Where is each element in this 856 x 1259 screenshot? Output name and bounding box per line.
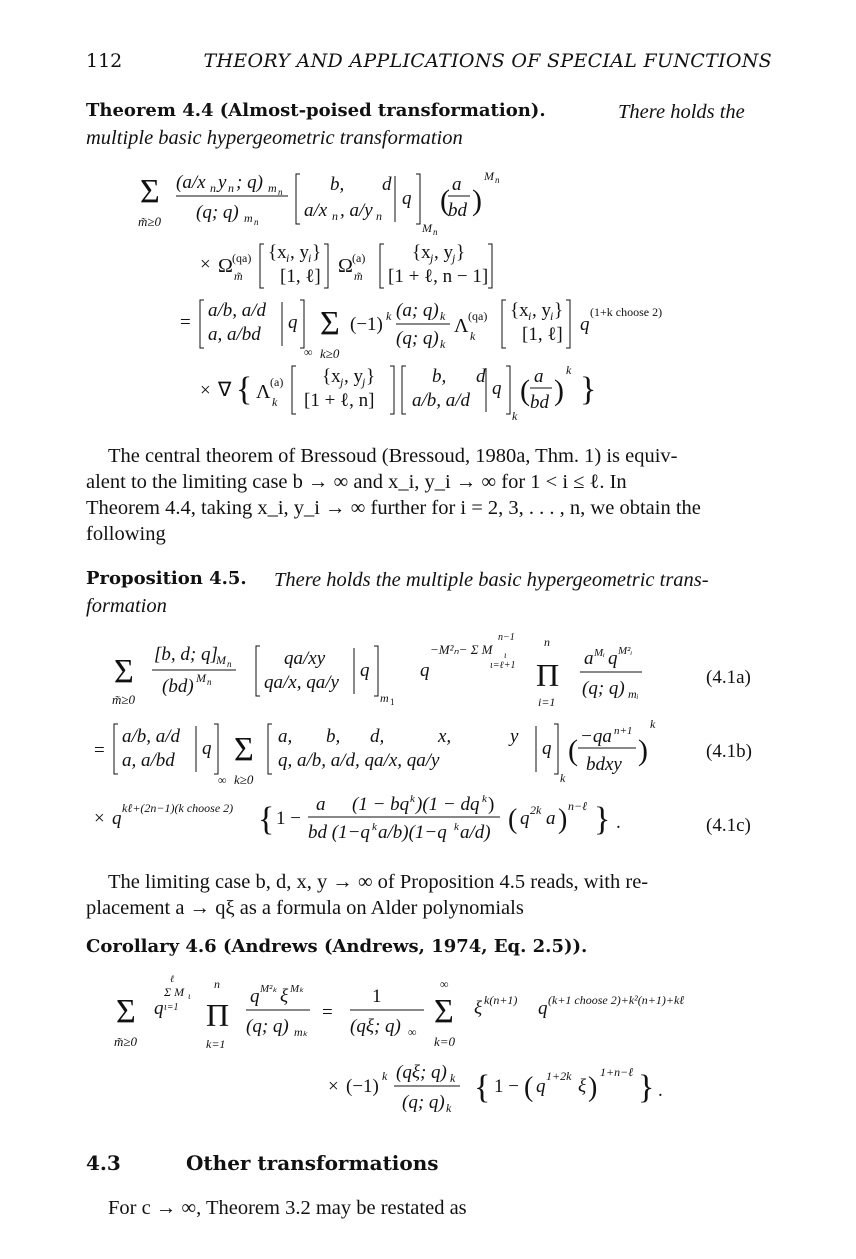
svg-text:}: }	[554, 300, 564, 321]
svg-text:M²ₖ: M²ₖ	[260, 983, 278, 995]
svg-text:[1, ℓ]: [1, ℓ]	[522, 324, 563, 345]
svg-text:): )	[488, 794, 495, 815]
svg-text:m̃: m̃	[354, 269, 363, 283]
svg-text:k: k	[440, 337, 446, 351]
svg-text:(q; q): (q; q)	[582, 678, 625, 699]
svg-text:n: n	[227, 659, 232, 669]
svg-text:ι=1: ι=1	[164, 1002, 179, 1013]
svg-text:mᵢ: mᵢ	[628, 687, 639, 701]
page-number: 112	[86, 50, 123, 72]
svg-text:(a/x: (a/x	[176, 172, 206, 193]
svg-text:.: .	[658, 1080, 663, 1101]
svg-text:(qa): (qa)	[468, 309, 488, 323]
svg-text:n: n	[254, 217, 259, 227]
theorem-statement-1: There holds the	[618, 101, 745, 123]
svg-text:}: }	[580, 371, 597, 408]
svg-text:−M²ₙ− Σ M: −M²ₙ− Σ M	[430, 642, 493, 657]
svg-text:[1 + ℓ, n − 1]: [1 + ℓ, n − 1]	[388, 266, 489, 287]
svg-text:{: {	[474, 1069, 491, 1106]
svg-text:kℓ+(2n−1)(k choose 2): kℓ+(2n−1)(k choose 2)	[122, 801, 234, 815]
svg-text:Σ: Σ	[116, 993, 136, 1030]
svg-text:n: n	[228, 181, 234, 195]
svg-text:(qξ; q): (qξ; q)	[350, 1016, 401, 1037]
svg-text:2k: 2k	[530, 803, 542, 817]
svg-text:(: (	[568, 734, 578, 767]
svg-text:): )	[588, 1072, 598, 1103]
section-number: 4.3	[86, 1151, 121, 1175]
svg-text:ℓ: ℓ	[170, 974, 175, 985]
svg-text:, a/y: , a/y	[340, 200, 373, 221]
svg-text:}: }	[456, 242, 466, 263]
svg-text:Π: Π	[536, 657, 560, 693]
svg-text:{x: {x	[412, 242, 431, 263]
paragraph-1-line-4: following	[86, 523, 166, 545]
svg-text:(q; q): (q; q)	[396, 328, 439, 349]
svg-text:1: 1	[372, 986, 382, 1007]
svg-text:n−ℓ: n−ℓ	[568, 799, 588, 813]
svg-text:b,: b,	[330, 174, 345, 195]
svg-text:=: =	[94, 740, 105, 761]
equation-label-4-1b: (4.1b)	[706, 741, 752, 762]
paragraph-3: For c → ∞, Theorem 3.2 may be restated as	[108, 1197, 467, 1219]
svg-text:a, a/bd: a, a/bd	[122, 750, 175, 771]
svg-text:[b, d; q]: [b, d; q]	[154, 644, 218, 665]
svg-text:(: (	[524, 1072, 534, 1103]
svg-text:j: j	[452, 251, 456, 265]
svg-text:1+2k: 1+2k	[546, 1069, 572, 1083]
svg-text:d: d	[382, 174, 392, 195]
svg-text:M: M	[216, 653, 226, 667]
svg-text:k: k	[450, 1071, 456, 1085]
corollary-heading	[86, 934, 587, 959]
svg-text:ξ: ξ	[280, 986, 289, 1007]
svg-text:a/b, a/d: a/b, a/d	[412, 390, 471, 411]
svg-text:(q; q): (q; q)	[402, 1092, 445, 1113]
svg-text:n: n	[495, 175, 500, 185]
svg-text:n: n	[210, 181, 216, 195]
svg-text:q: q	[538, 998, 548, 1019]
svg-text:=: =	[322, 1002, 333, 1023]
paragraph-1-line-2: alent to the limiting case b → ∞ and x_i, y_i → ∞ for 1 < i ≤ ℓ. In	[86, 471, 627, 493]
svg-text:k: k	[560, 771, 566, 785]
svg-text:ξ: ξ	[474, 998, 483, 1019]
svg-text:q: q	[542, 738, 552, 759]
svg-text:×: ×	[200, 380, 211, 401]
svg-text:∇: ∇	[218, 379, 232, 401]
svg-text:n+1: n+1	[614, 725, 633, 737]
svg-text:m̃≥0: m̃≥0	[138, 214, 162, 229]
svg-text:q: q	[154, 998, 164, 1019]
svg-text:n: n	[278, 187, 283, 197]
svg-text:k: k	[446, 1101, 452, 1115]
svg-text:k≥0: k≥0	[234, 772, 254, 787]
svg-text:Λ: Λ	[256, 381, 271, 403]
svg-text:(qa): (qa)	[232, 251, 252, 265]
proposition-title: Proposition 4.5.	[86, 568, 247, 589]
svg-text:k: k	[512, 409, 518, 423]
svg-text:a/b, a/d: a/b, a/d	[122, 726, 181, 747]
svg-text:q, a/b, a/d, qa/x, qa/y: q, a/b, a/d, qa/x, qa/y	[278, 750, 440, 771]
svg-text:(1+k choose 2): (1+k choose 2)	[590, 305, 663, 319]
svg-text:(bd): (bd)	[162, 676, 194, 697]
svg-text:a/d): a/d)	[460, 822, 491, 843]
svg-text:a: a	[452, 174, 462, 195]
svg-text:.: .	[616, 812, 621, 833]
svg-text:ι=ℓ+1: ι=ℓ+1	[490, 660, 516, 671]
svg-text:): )	[554, 374, 564, 407]
svg-text:bd (1−q: bd (1−q	[308, 822, 370, 843]
svg-text:(q; q): (q; q)	[246, 1016, 289, 1037]
corollary-title: Corollary 4.6 (Andrews (Andrews, 1974, Eq. 2.5)).	[86, 936, 588, 957]
theorem-title: Theorem 4.4 (Almost-poised transformation).	[86, 100, 546, 121]
svg-text:i=1: i=1	[538, 695, 556, 709]
section-title: Other transformations	[186, 1151, 439, 1175]
svg-text:a: a	[584, 648, 594, 669]
svg-text:k: k	[650, 717, 656, 731]
svg-text:q: q	[402, 188, 412, 209]
svg-text:a/x: a/x	[304, 200, 328, 221]
svg-text:1 −: 1 −	[276, 808, 301, 829]
svg-text:−qa: −qa	[580, 726, 612, 747]
svg-text:M: M	[484, 169, 494, 183]
svg-text:(: (	[440, 184, 450, 217]
svg-text:Λ: Λ	[454, 315, 469, 337]
svg-text:k: k	[482, 793, 487, 805]
svg-text:y: y	[218, 172, 227, 193]
svg-text:b,: b,	[326, 726, 341, 747]
svg-text:bdxy: bdxy	[586, 754, 622, 775]
svg-text:∞: ∞	[218, 773, 227, 787]
paragraph-2-line-2: placement a → qξ as a formula on Alder polynomials	[86, 897, 524, 919]
svg-text:M: M	[196, 671, 206, 685]
svg-text:{: {	[236, 371, 253, 408]
svg-text:k: k	[272, 395, 278, 409]
svg-text:qa/x, qa/y: qa/x, qa/y	[264, 672, 339, 693]
svg-text:y: y	[510, 726, 519, 747]
svg-text:bd: bd	[530, 392, 549, 413]
svg-text:}: }	[638, 1069, 655, 1106]
svg-text:(qξ; q): (qξ; q)	[396, 1062, 447, 1083]
svg-text:{x: {x	[322, 366, 341, 387]
svg-text:×: ×	[200, 254, 211, 275]
svg-text:(−1): (−1)	[346, 1076, 379, 1097]
svg-text:, y: , y	[532, 300, 551, 321]
svg-text:d,: d,	[370, 726, 385, 747]
svg-text:(: (	[520, 374, 530, 407]
svg-text:{: {	[258, 801, 275, 838]
svg-text:q: q	[250, 986, 260, 1007]
svg-text:(: (	[508, 804, 518, 835]
svg-text:×: ×	[328, 1076, 339, 1097]
svg-text:k: k	[566, 363, 572, 377]
svg-text:mₖ: mₖ	[294, 1025, 308, 1039]
svg-text:, y: , y	[434, 242, 453, 263]
running-title: THEORY AND APPLICATIONS OF SPECIAL FUNCTIONS	[203, 50, 772, 72]
svg-text:1+n−ℓ: 1+n−ℓ	[600, 1065, 634, 1079]
svg-text:): )	[558, 804, 568, 835]
svg-text:q: q	[608, 648, 618, 669]
svg-text:i: i	[528, 309, 532, 323]
equation-label-4-1c: (4.1c)	[706, 815, 751, 836]
svg-text:m: m	[268, 181, 277, 195]
svg-text:Σ: Σ	[140, 173, 160, 210]
svg-text:k: k	[470, 329, 476, 343]
svg-text:q: q	[536, 1076, 546, 1097]
svg-text:a: a	[316, 794, 326, 815]
svg-text:(1 − bq: (1 − bq	[352, 794, 410, 815]
svg-text:(q; q): (q; q)	[196, 202, 239, 223]
svg-text:∞: ∞	[408, 1025, 417, 1039]
svg-text:Σ: Σ	[234, 731, 254, 768]
svg-text:q: q	[360, 660, 370, 681]
svg-text:q: q	[420, 660, 430, 681]
svg-text:n: n	[214, 977, 220, 991]
svg-text:k: k	[410, 793, 415, 805]
svg-text:=: =	[180, 312, 191, 333]
proposition-statement-1: There holds the multiple basic hypergeometric trans-	[274, 569, 709, 591]
proposition-equation	[94, 624, 668, 854]
svg-text:j: j	[362, 375, 366, 389]
svg-text:i: i	[550, 309, 554, 323]
svg-text:q: q	[492, 378, 502, 399]
svg-text:(a; q): (a; q)	[396, 300, 439, 321]
svg-text:k: k	[454, 821, 459, 833]
svg-text:m̃: m̃	[234, 269, 243, 283]
svg-text:{x: {x	[510, 300, 529, 321]
svg-text:n: n	[544, 635, 550, 649]
paragraph-1-line-1: The central theorem of Bressoud (Bressoud, 1980a, Thm. 1) is equiv-	[108, 445, 678, 467]
svg-text:n: n	[332, 209, 338, 223]
svg-text:b,: b,	[432, 366, 447, 387]
svg-text:1 −: 1 −	[494, 1076, 519, 1097]
svg-text:Ω: Ω	[218, 255, 233, 277]
proposition-heading	[86, 566, 247, 591]
svg-text:q: q	[580, 314, 590, 335]
svg-text:[1, ℓ]: [1, ℓ]	[280, 266, 321, 287]
corollary-equation	[110, 968, 685, 1118]
svg-text:q: q	[288, 312, 298, 333]
svg-text:ι: ι	[504, 650, 507, 660]
svg-text:Σ: Σ	[434, 993, 454, 1030]
svg-text:; q): ; q)	[236, 172, 263, 193]
equation-label-4-1a: (4.1a)	[706, 667, 751, 688]
svg-text:n−1: n−1	[498, 632, 515, 643]
svg-text:q: q	[520, 808, 530, 829]
svg-text:bd: bd	[448, 200, 467, 221]
paragraph-1-line-3: Theorem 4.4, taking x_i, y_i → ∞ further for i = 2, 3, . . . , n, we obtain the	[86, 497, 701, 519]
svg-text:i: i	[308, 251, 312, 265]
svg-text:a/b, a/d: a/b, a/d	[208, 300, 267, 321]
svg-text:k=0: k=0	[434, 1034, 456, 1049]
svg-text:): )	[472, 184, 482, 217]
svg-text:{x: {x	[268, 242, 287, 263]
svg-text:Π: Π	[206, 997, 230, 1033]
svg-text:qa/xy: qa/xy	[284, 648, 326, 669]
svg-text:Mᵢ: Mᵢ	[594, 647, 605, 659]
svg-text:j: j	[340, 375, 344, 389]
svg-text:a, a/bd: a, a/bd	[208, 324, 261, 345]
theorem-statement-2: multiple basic hypergeometric transformation	[86, 127, 463, 149]
svg-text:Σ: Σ	[320, 305, 340, 342]
svg-text:(−1): (−1)	[350, 314, 383, 335]
svg-text:): )	[638, 734, 648, 767]
svg-text:Mₖ: Mₖ	[290, 983, 304, 995]
svg-text:Σ M: Σ M	[164, 985, 185, 999]
svg-text:m̃≥0: m̃≥0	[112, 692, 136, 707]
svg-text:a: a	[546, 808, 556, 829]
paragraph-2-line-1: The limiting case b, d, x, y → ∞ of Proposition 4.5 reads, with re-	[108, 871, 649, 893]
svg-text:}: }	[312, 242, 322, 263]
svg-text:j: j	[430, 251, 434, 265]
proposition-statement-2: formation	[86, 595, 167, 617]
svg-text:, y: , y	[344, 366, 363, 387]
svg-text:k: k	[372, 821, 377, 833]
svg-text:k: k	[440, 309, 446, 323]
svg-text:ξ: ξ	[578, 1076, 587, 1097]
svg-text:m: m	[380, 691, 389, 705]
svg-text:x,: x,	[438, 726, 452, 747]
svg-text:M²ᵢ: M²ᵢ	[618, 645, 633, 657]
svg-text:k: k	[386, 309, 392, 323]
svg-text:}: }	[366, 366, 376, 387]
svg-text:k: k	[382, 1069, 388, 1083]
svg-text:1: 1	[390, 697, 395, 707]
svg-text:Ω: Ω	[338, 255, 353, 277]
svg-text:n: n	[433, 227, 438, 237]
svg-text:a,: a,	[278, 726, 293, 747]
svg-text:Σ: Σ	[114, 653, 134, 690]
svg-text:k(n+1): k(n+1)	[484, 993, 518, 1007]
svg-text:×: ×	[94, 808, 105, 829]
svg-text:n: n	[207, 677, 212, 687]
svg-text:(a): (a)	[270, 375, 284, 389]
svg-text:k=1: k=1	[206, 1037, 226, 1051]
svg-text:)(1 − dq: )(1 − dq	[416, 794, 480, 815]
svg-text:ι: ι	[188, 991, 191, 1001]
svg-text:a: a	[534, 366, 544, 387]
theorem-equation	[138, 160, 780, 423]
svg-text:q: q	[202, 738, 212, 759]
theorem-heading	[86, 98, 546, 123]
svg-text:[1 + ℓ, n]: [1 + ℓ, n]	[304, 390, 375, 411]
svg-text:(a): (a)	[352, 251, 366, 265]
svg-text:k≥0: k≥0	[320, 346, 340, 361]
svg-text:q: q	[112, 808, 122, 829]
svg-text:}: }	[594, 801, 611, 838]
svg-text:M: M	[422, 221, 432, 235]
svg-text:(k+1 choose 2)+k²(n+1)+kℓ: (k+1 choose 2)+k²(n+1)+kℓ	[548, 993, 685, 1007]
svg-text:i: i	[286, 251, 290, 265]
svg-text:n: n	[376, 209, 382, 223]
svg-text:m̃≥0: m̃≥0	[114, 1034, 138, 1049]
svg-text:a/b)(1−q: a/b)(1−q	[378, 822, 447, 843]
svg-text:∞: ∞	[440, 977, 449, 991]
svg-text:, y: , y	[290, 242, 309, 263]
svg-text:m: m	[244, 211, 253, 225]
svg-text:d: d	[476, 366, 486, 387]
svg-text:∞: ∞	[304, 345, 313, 359]
